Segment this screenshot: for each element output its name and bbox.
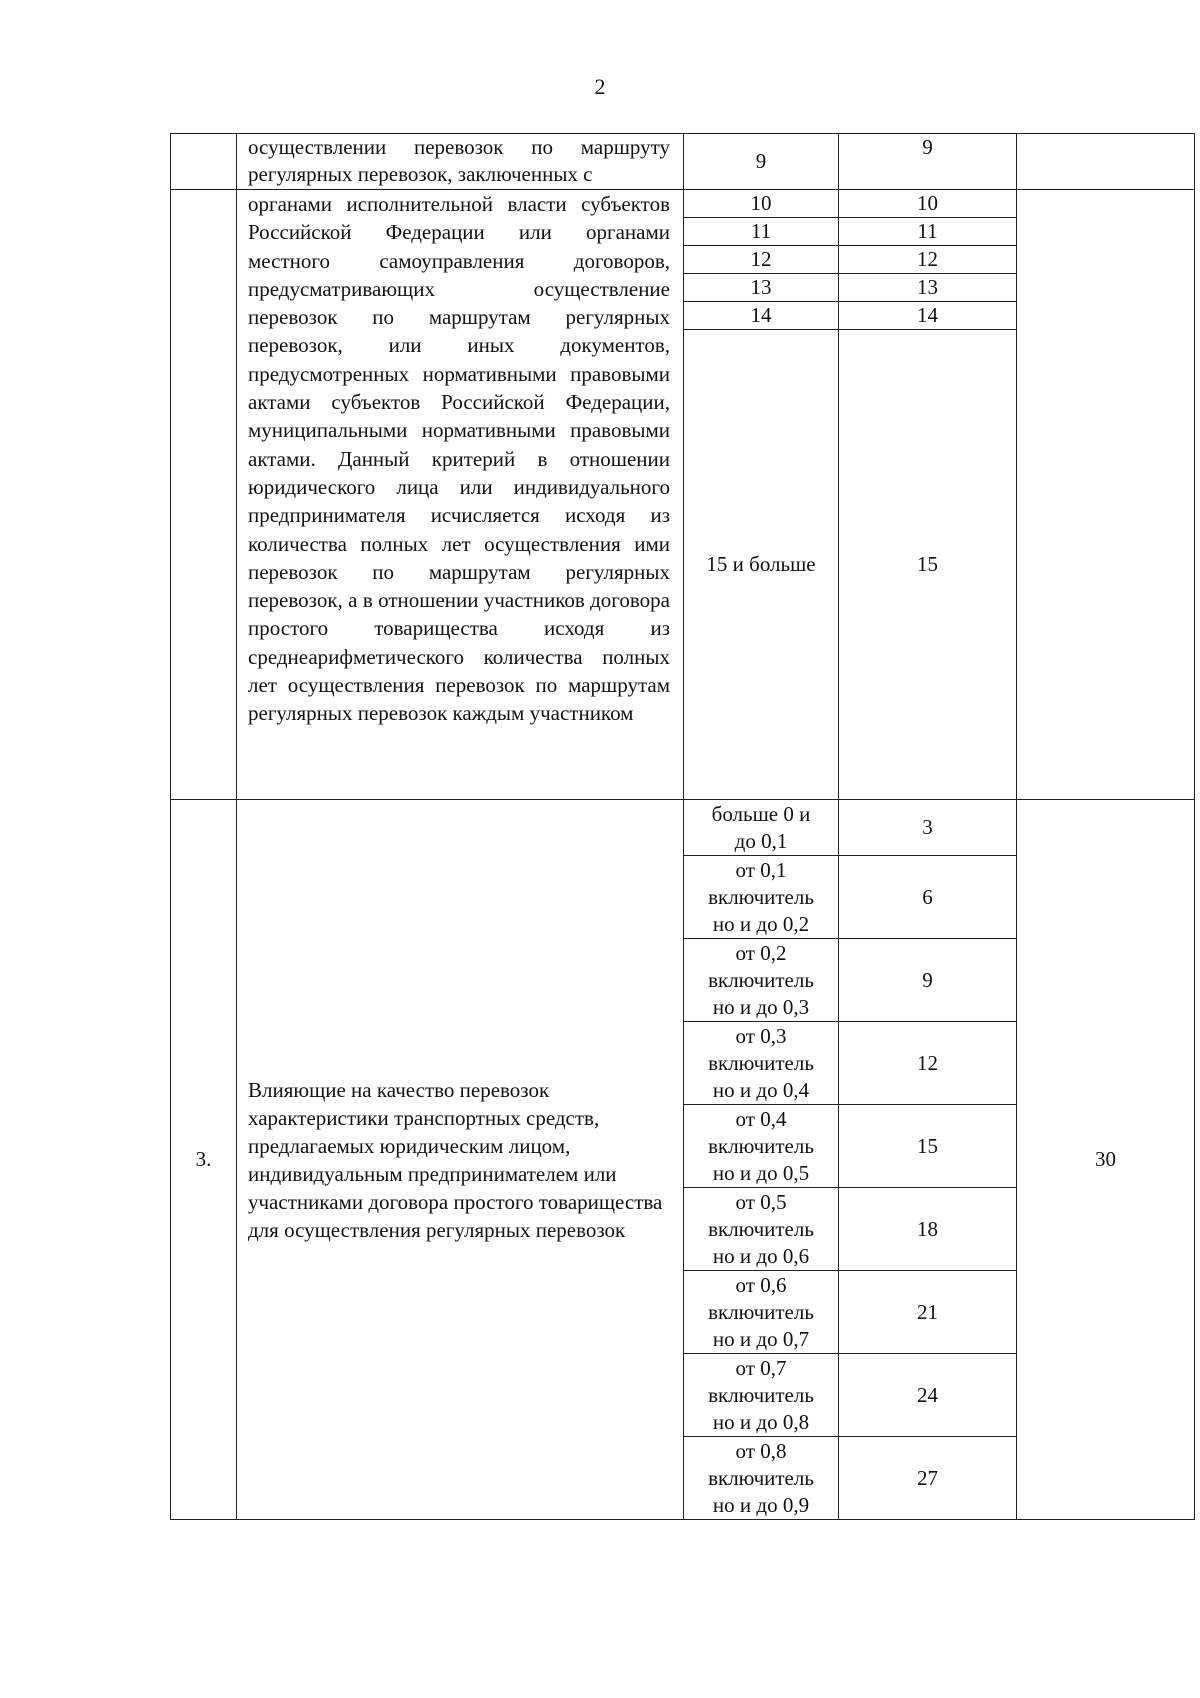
value-line: но и до 0,6 [712,1243,810,1268]
value-line: но и до 0,4 [712,1077,810,1102]
value-cell [684,1271,839,1354]
value-cell [684,1105,839,1188]
value-cell: 10 [684,190,839,218]
value-line: от 0,7 [735,1355,787,1380]
criterion-number-cell [171,190,237,800]
value-line: от 0,5 [735,1189,787,1214]
value-line: до 0,1 [734,828,788,853]
criterion-number-cell [171,134,237,190]
points-cell: 15 [839,330,1017,800]
value-line: включитель [708,1382,814,1407]
value-cell [684,1354,839,1437]
max-points-cell [1017,134,1195,190]
value-cell [684,939,839,1022]
value-cell [684,1437,839,1520]
value-line: включитель [708,1299,814,1324]
value-line: но и до 0,3 [712,994,810,1019]
points-cell: 15 [839,1105,1017,1188]
points-cell: 3 [839,800,1017,856]
max-points-cell [1017,190,1195,800]
value-line: но и до 0,8 [712,1409,810,1434]
points-cell: 11 [839,218,1017,246]
criterion-number-cell: 3. [171,800,237,1520]
points-cell: 13 [839,274,1017,302]
value-cell: 14 [684,302,839,330]
value-cell: 9 [684,134,839,190]
points-cell: 12 [839,1022,1017,1105]
value-line: включитель [708,884,814,909]
criterion-description: осуществлении перевозок по маршруту регулярных перевозок, заключенных с [237,134,684,190]
value-line: но и до 0,5 [712,1160,810,1185]
value-cell: 12 [684,246,839,274]
value-line: включитель [708,1133,814,1158]
points-cell: 14 [839,302,1017,330]
points-cell: 18 [839,1188,1017,1271]
value-line: включитель [708,1465,814,1490]
value-cell [684,1188,839,1271]
table-row [171,190,1195,218]
value-line: от 0,3 [735,1023,787,1048]
points-cell: 21 [839,1271,1017,1354]
criteria-table [170,133,1195,1520]
points-cell: 6 [839,856,1017,939]
points-cell: 27 [839,1437,1017,1520]
value-line: от 0,2 [735,940,787,965]
value-cell [684,856,839,939]
value-cell: 13 [684,274,839,302]
value-cell [684,1022,839,1105]
max-points-cell: 30 [1017,800,1195,1520]
value-line: включитель [708,967,814,992]
value-line: от 0,4 [735,1106,787,1131]
criterion-description: Влияющие на качество перевозок характеристики транспортных средств, предлагаемых юридическим лицом, индивидуальным предпринимателем или участниками договора простого товарищества для осуществления регулярных перевозок [237,800,684,1520]
value-line: но и до 0,9 [712,1492,810,1517]
value-cell: 11 [684,218,839,246]
points-cell: 12 [839,246,1017,274]
table-row [171,134,1195,190]
points-cell: 9 [839,939,1017,1022]
points-cell: 9 [839,134,1017,190]
value-line: от 0,1 [735,857,787,882]
points-cell: 10 [839,190,1017,218]
value-line: но и до 0,2 [712,911,810,936]
value-cell: 15 и больше [684,330,839,800]
points-cell: 24 [839,1354,1017,1437]
value-line: от 0,6 [735,1272,787,1297]
value-line: включитель [708,1050,814,1075]
page-number: 2 [594,74,606,99]
value-line: включитель [708,1216,814,1241]
value-line: от 0,8 [735,1438,787,1463]
value-line: больше 0 и [711,801,811,826]
table-row [171,800,1195,856]
value-cell [684,800,839,856]
criterion-description: органами исполнительной власти субъектов Российской Федерации или органами местного самоуправления договоров, предусматривающих осуществление перевозок по маршрутам регулярных перевозок, или иных документов, предусмотренных нормативными правовыми актами субъектов Российской Федерации, муниципальными нормативными правовыми актами. Данный критерий в отношении юридического лица или индивидуального предпринимателя исчисляется исходя из количества полных лет осуществления ими перевозок по маршрутам регулярных перевозок, а в отношении участников договора простого товарищества исходя из среднеарифметического количества полных лет осуществления перевозок по маршрутам регулярных перевозок каждым участником [237,190,684,800]
value-line: но и до 0,7 [712,1326,810,1351]
